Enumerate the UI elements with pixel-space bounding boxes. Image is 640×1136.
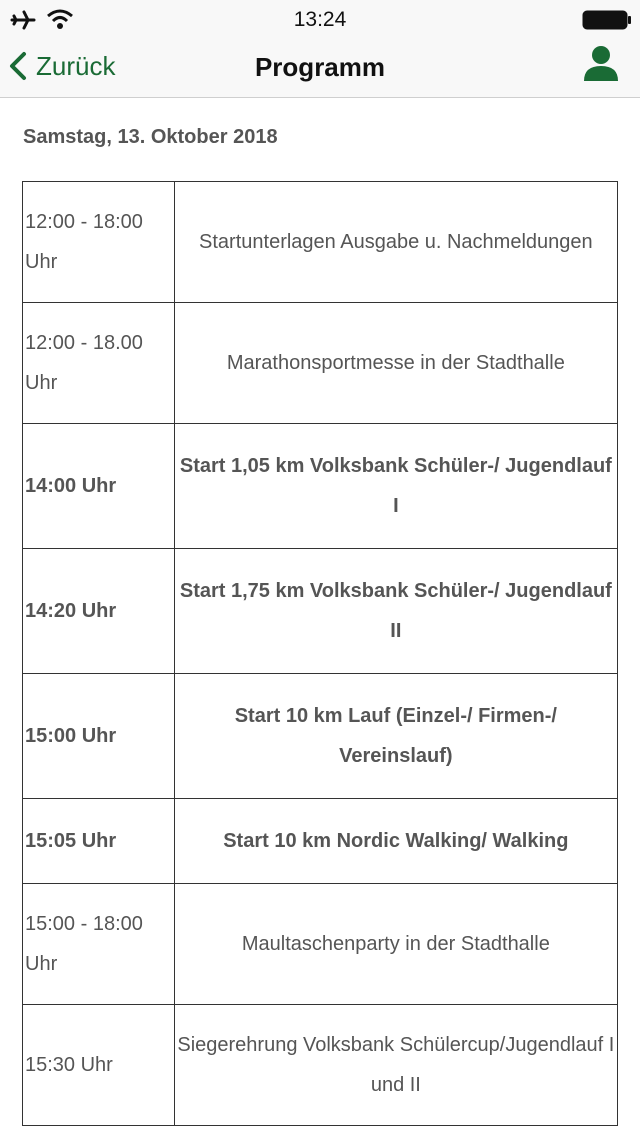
table-row xyxy=(23,549,618,674)
table-row xyxy=(23,182,618,303)
battery-icon xyxy=(582,10,632,30)
date-heading: Samstag, 13. Oktober 2018 xyxy=(23,126,278,148)
back-button-label: Zurück xyxy=(36,50,116,81)
event-cell: Start 1,75 km Volksbank Schüler-/ Jugendlauf II xyxy=(174,549,617,674)
event-cell: Start 1,05 km Volksbank Schüler-/ Jugendlauf I xyxy=(174,424,617,549)
table-row xyxy=(23,799,618,884)
event-cell: Start 10 km Lauf (Einzel-/ Firmen-/ Vereinslauf) xyxy=(174,674,617,799)
page-title: Programm xyxy=(254,52,386,82)
table-row xyxy=(23,884,618,1005)
status-time: 13:24 xyxy=(293,8,347,31)
time-cell: 15:30 Uhr xyxy=(23,1005,175,1126)
time-cell: 15:00 - 18:00 Uhr xyxy=(23,884,175,1005)
time-cell: 12:00 - 18.00 Uhr xyxy=(23,303,175,424)
time-cell: 15:05 Uhr xyxy=(23,799,175,884)
status-bar xyxy=(0,0,640,40)
event-cell: Maultaschenparty in der Stadthalle xyxy=(174,884,617,1005)
table-row xyxy=(23,424,618,549)
schedule-table xyxy=(22,181,618,1126)
event-cell: Startunterlagen Ausgabe u. Nachmeldungen xyxy=(174,182,617,303)
event-cell: Marathonsportmesse in der Stadthalle xyxy=(174,303,617,424)
time-cell: 12:00 - 18:00 Uhr xyxy=(23,182,175,303)
time-cell: 15:00 Uhr xyxy=(23,674,175,799)
event-cell: Siegerehrung Volksbank Schülercup/Jugendlauf I und II xyxy=(174,1005,617,1126)
table-row xyxy=(23,303,618,424)
user-icon[interactable] xyxy=(582,44,620,82)
navigation-bar xyxy=(0,40,640,98)
event-cell: Start 10 km Nordic Walking/ Walking xyxy=(174,799,617,884)
table-row xyxy=(23,1005,618,1126)
time-cell: 14:00 Uhr xyxy=(23,424,175,549)
time-cell: 14:20 Uhr xyxy=(23,549,175,674)
table-row xyxy=(23,674,618,799)
